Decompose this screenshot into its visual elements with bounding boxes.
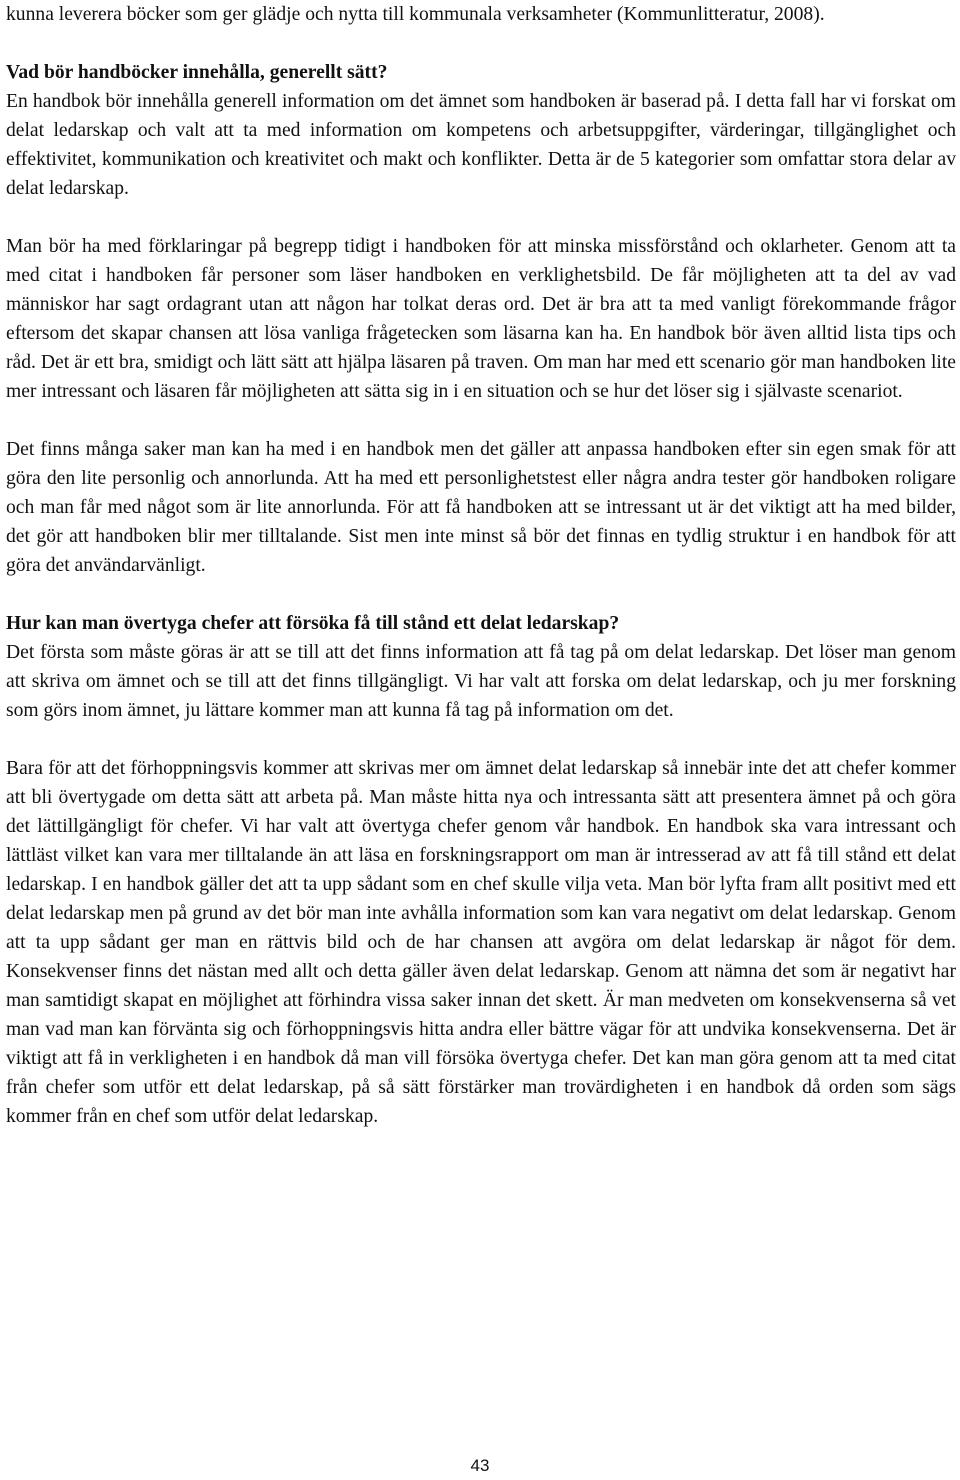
paragraph-gap bbox=[6, 725, 956, 754]
paragraph-convince-through-handbook: Bara för att det förhoppningsvis kommer att skrivas mer om ämnet delat ledarskap så innebär inte det att chefer kommer att bli övertygade om detta sätt att arbeta på. Man måste hitta nya och intressanta sätt att presentera ämnet på och göra det lättillgängligt för chefer. Vi har valt att övertyga chefer genom vår handbok. En handbok ska vara intressant och lättläst vilket kan vara mer tilltalande än att läsa en forskningsrapport om man är intresserad av att få till stånd ett delat ledarskap. I en handbok gäller det att ta upp sådant som en chef skulle vilja veta. Man bör lyfta fram allt positivt med ett delat ledarskap men på grund av det bör man inte avhålla information som kan vara negativt om delat ledarskap. Genom att ta upp sådant ger man en rättvis bild och de har chansen att avgöra om delat ledarskap är något för dem. Konsekvenser finns det nästan med allt och detta gäller även delat ledarskap. Genom att nämna det som är negativt har man samtidigt skapat en möjlighet att förhindra vissa saker innan det skett. Är man medveten om konsekvenserna så vet man vad man kan förvänta sig och förhoppningsvis hitta andra eller bättre vägar för att undvika konsekvenserna. Det är viktigt att få in verkligheten i en handbok då man vill försöka övertyga chefer. Det kan man göra genom att ta med citat från chefer som utför ett delat ledarskap, på så sätt förstärker man trovärdigheten i en handbok då orden som sägs kommer från en chef som utför delat ledarskap. bbox=[6, 758, 956, 1127]
section-heading-handbook-contents: Vad bör handböcker innehålla, generellt sätt? bbox=[6, 62, 388, 83]
paragraph-gap bbox=[6, 580, 956, 609]
paragraph-handbook-explanations: Man bör ha med förklaringar på begrepp tidigt i handboken för att minska missförstånd och oklarheter. Genom att ta med citat i handboken får personer som läser handboken en verklighetsbild. De får möjligheten att ta del av vad människor har sagt ordagrant utan att någon har tolkat deras ord. Det är bra att ta med vanligt förekommande frågor eftersom det skapar chansen att lösa vanliga frågetecken som läsarna kan ha. En handbok bör även alltid lista tips och råd. Det är ett bra, smidigt och lätt sätt att hjälpa läsaren på traven. Om man har med ett scenario gör man handboken lite mer intressant och läsaren får möjligheten att sätta sig in i en situation och se hur det löser sig i självaste scenariot. bbox=[6, 236, 956, 402]
document-page bbox=[6, 0, 956, 1131]
paragraph-information-availability: Det första som måste göras är att se till att det finns information att få tag på om delat ledarskap. Det löser man genom att skriva om ämnet och se till att det finns tillgängligt. Vi har valt att forska om delat ledarskap, och ju mer forskning som görs inom ämnet, ju lättare kommer man att kunna få tag på information om det. bbox=[6, 642, 956, 721]
paragraph-gap bbox=[6, 29, 956, 58]
paragraph-gap bbox=[6, 203, 956, 232]
paragraph-gap bbox=[6, 406, 956, 435]
paragraph-handbook-personal: Det finns många saker man kan ha med i en handbok men det gäller att anpassa handboken efter sin egen smak för att göra den lite personlig och annorlunda. Att ha med ett personlighetstest eller några andra tester gör handboken roligare och man får med något som är lite annorlunda. För att få handboken att se intressant ut är det viktigt att ha med bilder, det gör att handboken blir mer tilltalande. Sist men inte minst så bör det finnas en tydlig struktur i en handbok för att göra det användarvänligt. bbox=[6, 439, 956, 576]
section-heading-convince-managers: Hur kan man övertyga chefer att försöka få till stånd ett delat ledarskap? bbox=[6, 613, 620, 634]
paragraph-continuation: kunna leverera böcker som ger glädje och nytta till kommunala verksamheter (Kommunlitteratur, 2008). bbox=[6, 4, 825, 25]
page-number: 43 bbox=[470, 1456, 490, 1475]
paragraph-handbook-general-info: En handbok bör innehålla generell information om det ämnet som handboken är baserad på. I detta fall har vi forskat om delat ledarskap och valt att ta med information om kompetens och arbetsuppgifter, värderingar, tillgänglighet och effektivitet, kommunikation och kreativitet och makt och konflikter. Detta är de 5 kategorier som omfattar stora delar av delat ledarskap. bbox=[6, 91, 956, 199]
